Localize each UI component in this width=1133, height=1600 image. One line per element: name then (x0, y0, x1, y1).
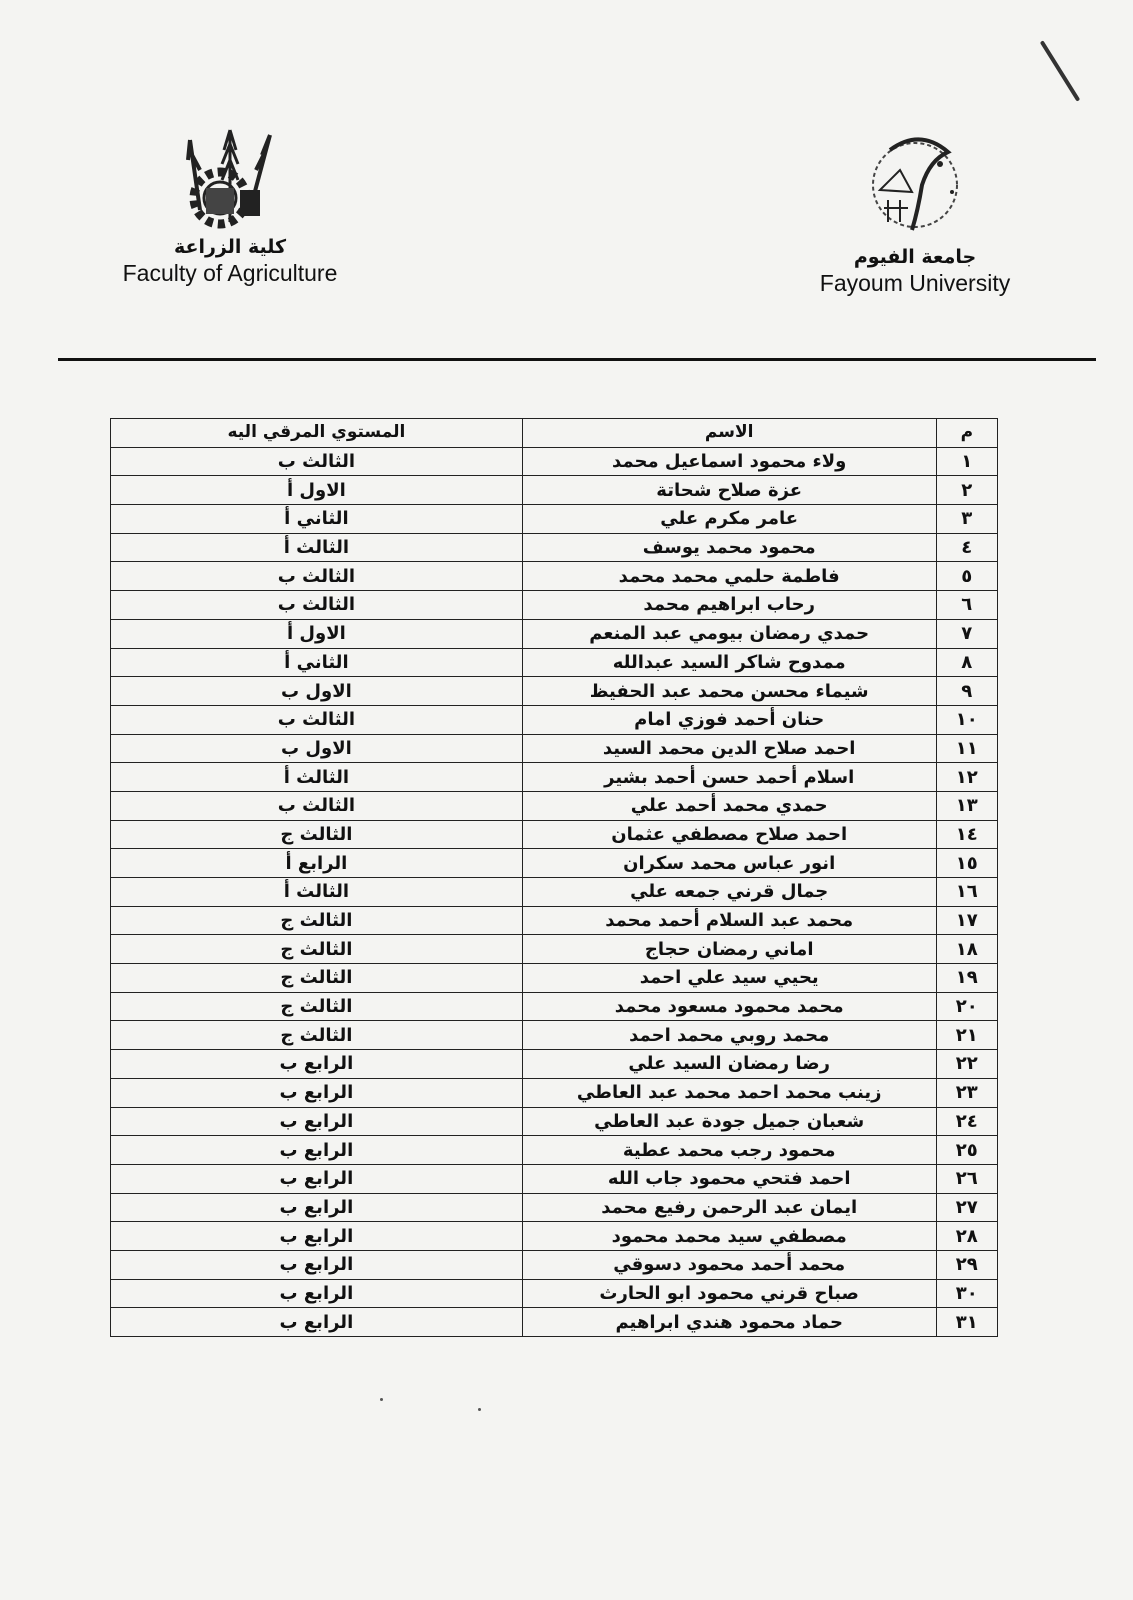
row-name: يحيي سيد علي احمد (522, 964, 936, 993)
row-name: شيماء محسن محمد عبد الحفيظ (522, 677, 936, 706)
row-level: الاول أ (111, 476, 523, 505)
row-name: اماني رمضان حجاج (522, 935, 936, 964)
row-name: محمد عبد السلام أحمد محمد (522, 906, 936, 935)
row-num: ٣١ (936, 1308, 997, 1337)
row-num: ١٦ (936, 878, 997, 907)
wheat-gear-emblem-icon (170, 110, 290, 230)
table-row (111, 1222, 998, 1251)
row-level: الرابع ب (111, 1050, 523, 1079)
row-name: زينب محمد احمد محمد عبد العاطي (522, 1078, 936, 1107)
table-row (111, 1050, 998, 1079)
row-num: ١٥ (936, 849, 997, 878)
row-level: الثالث ب (111, 791, 523, 820)
table-row (111, 734, 998, 763)
header-num: م (936, 419, 997, 448)
table-row (111, 591, 998, 620)
row-name: جمال قرني جمعه علي (522, 878, 936, 907)
promotion-table-container (110, 418, 998, 1337)
scan-speck (380, 1398, 383, 1401)
row-num: ٤ (936, 533, 997, 562)
row-num: ١٧ (936, 906, 997, 935)
table-row (111, 964, 998, 993)
row-num: ٢٧ (936, 1193, 997, 1222)
row-num: ٢٠ (936, 992, 997, 1021)
row-level: الثالث ج (111, 820, 523, 849)
row-num: ٢٦ (936, 1164, 997, 1193)
header-divider (58, 358, 1096, 361)
table-row (111, 533, 998, 562)
row-name: ولاء محمود اسماعيل محمد (522, 447, 936, 476)
row-name: حمدي محمد أحمد علي (522, 791, 936, 820)
row-name: محمد محمود مسعود محمد (522, 992, 936, 1021)
row-level: الثالث ج (111, 1021, 523, 1050)
row-num: ٥ (936, 562, 997, 591)
row-name: انور عباس محمد سكران (522, 849, 936, 878)
row-level: الرابع ب (111, 1222, 523, 1251)
row-name: محمود محمد يوسف (522, 533, 936, 562)
table-row (111, 992, 998, 1021)
row-num: ٧ (936, 619, 997, 648)
table-body (111, 447, 998, 1336)
row-level: الرابع ب (111, 1308, 523, 1337)
row-name: اسلام أحمد حسن أحمد بشير (522, 763, 936, 792)
row-name: ممدوح شاكر السيد عبدالله (522, 648, 936, 677)
table-row (111, 1250, 998, 1279)
table-row (111, 1107, 998, 1136)
table-row (111, 1279, 998, 1308)
table-row (111, 562, 998, 591)
row-level: الرابع ب (111, 1164, 523, 1193)
row-name: ايمان عبد الرحمن رفيع محمد (522, 1193, 936, 1222)
table-row (111, 476, 998, 505)
row-num: ١١ (936, 734, 997, 763)
table-row (111, 820, 998, 849)
row-num: ٢٤ (936, 1107, 997, 1136)
row-level: الثالث ب (111, 591, 523, 620)
row-num: ٣٠ (936, 1279, 997, 1308)
table-row (111, 1136, 998, 1165)
row-num: ٣ (936, 505, 997, 534)
row-num: ٢٩ (936, 1250, 997, 1279)
row-level: الثالث ج (111, 964, 523, 993)
row-name: رحاب ابراهيم محمد (522, 591, 936, 620)
faculty-header (100, 110, 360, 287)
row-name: احمد صلاح الدين محمد السيد (522, 734, 936, 763)
row-level: الثالث ب (111, 447, 523, 476)
row-name: مصطفي سيد محمد محمود (522, 1222, 936, 1251)
university-header (800, 130, 1030, 297)
row-name: فاطمة حلمي محمد محمد (522, 562, 936, 591)
row-level: الرابع ب (111, 1193, 523, 1222)
row-level: الثالث أ (111, 533, 523, 562)
table-row (111, 1193, 998, 1222)
row-num: ٢ (936, 476, 997, 505)
table-header-row (111, 419, 998, 448)
row-num: ٢٨ (936, 1222, 997, 1251)
table-row (111, 705, 998, 734)
row-num: ٢٥ (936, 1136, 997, 1165)
row-num: ٩ (936, 677, 997, 706)
table-row (111, 648, 998, 677)
row-level: الرابع ب (111, 1250, 523, 1279)
table-row (111, 791, 998, 820)
university-arabic-name: جامعة الفيوم (853, 246, 977, 268)
row-level: الثالث ج (111, 935, 523, 964)
table-row (111, 849, 998, 878)
faculty-arabic-name: كلية الزراعة (173, 236, 287, 258)
row-name: حنان أحمد فوزي امام (522, 705, 936, 734)
row-level: الثاني أ (111, 505, 523, 534)
row-level: الرابع ب (111, 1107, 523, 1136)
row-num: ١٩ (936, 964, 997, 993)
header-name: الاسم (522, 419, 936, 448)
table-row (111, 619, 998, 648)
row-num: ٦ (936, 591, 997, 620)
row-name: احمد صلاح مصطفي عثمان (522, 820, 936, 849)
row-name: رضا رمضان السيد علي (522, 1050, 936, 1079)
table-row (111, 1021, 998, 1050)
row-level: الثالث ب (111, 705, 523, 734)
university-english-name: Fayoum University (819, 270, 1011, 296)
row-num: ٢٣ (936, 1078, 997, 1107)
row-level: الرابع ب (111, 1078, 523, 1107)
row-level: الثالث ج (111, 906, 523, 935)
row-num: ١٢ (936, 763, 997, 792)
table-row (111, 935, 998, 964)
row-level: الثالث أ (111, 763, 523, 792)
table-row (111, 1078, 998, 1107)
row-level: الرابع ب (111, 1136, 523, 1165)
promotion-table (110, 418, 998, 1337)
row-level: الثالث ج (111, 992, 523, 1021)
row-name: عامر مكرم علي (522, 505, 936, 534)
row-level: الثالث أ (111, 878, 523, 907)
row-level: الرابع أ (111, 849, 523, 878)
scan-speck (478, 1408, 481, 1411)
row-num: ٨ (936, 648, 997, 677)
table-row (111, 677, 998, 706)
row-level: الثالث ب (111, 562, 523, 591)
row-num: ١٤ (936, 820, 997, 849)
row-num: ٢١ (936, 1021, 997, 1050)
table-row (111, 906, 998, 935)
university-emblem-icon (860, 130, 970, 240)
row-name: احمد فتحي محمود جاب الله (522, 1164, 936, 1193)
table-row (111, 878, 998, 907)
table-row (111, 763, 998, 792)
row-name: حماد محمود هندي ابراهيم (522, 1308, 936, 1337)
row-name: محمد أحمد محمود دسوقي (522, 1250, 936, 1279)
row-level: الاول ب (111, 677, 523, 706)
header-level: المستوي المرقي اليه (111, 419, 523, 448)
row-name: محمود رجب محمد عطية (522, 1136, 936, 1165)
row-level: الاول أ (111, 619, 523, 648)
row-level: الاول ب (111, 734, 523, 763)
row-num: ١٣ (936, 791, 997, 820)
row-name: محمد روبي محمد احمد (522, 1021, 936, 1050)
table-row (111, 1308, 998, 1337)
row-name: عزة صلاح شحاتة (522, 476, 936, 505)
faculty-english-name: Faculty of Agriculture (122, 260, 338, 286)
row-num: ١ (936, 447, 997, 476)
row-name: حمدي رمضان بيومي عبد المنعم (522, 619, 936, 648)
row-level: الرابع ب (111, 1279, 523, 1308)
row-num: ٢٢ (936, 1050, 997, 1079)
table-row (111, 505, 998, 534)
table-row (111, 447, 998, 476)
row-name: صباح قرني محمود ابو الحارث (522, 1279, 936, 1308)
pen-mark (1040, 40, 1080, 101)
row-level: الثاني أ (111, 648, 523, 677)
row-num: ١٨ (936, 935, 997, 964)
row-name: شعبان جميل جودة عبد العاطي (522, 1107, 936, 1136)
row-num: ١٠ (936, 705, 997, 734)
table-row (111, 1164, 998, 1193)
